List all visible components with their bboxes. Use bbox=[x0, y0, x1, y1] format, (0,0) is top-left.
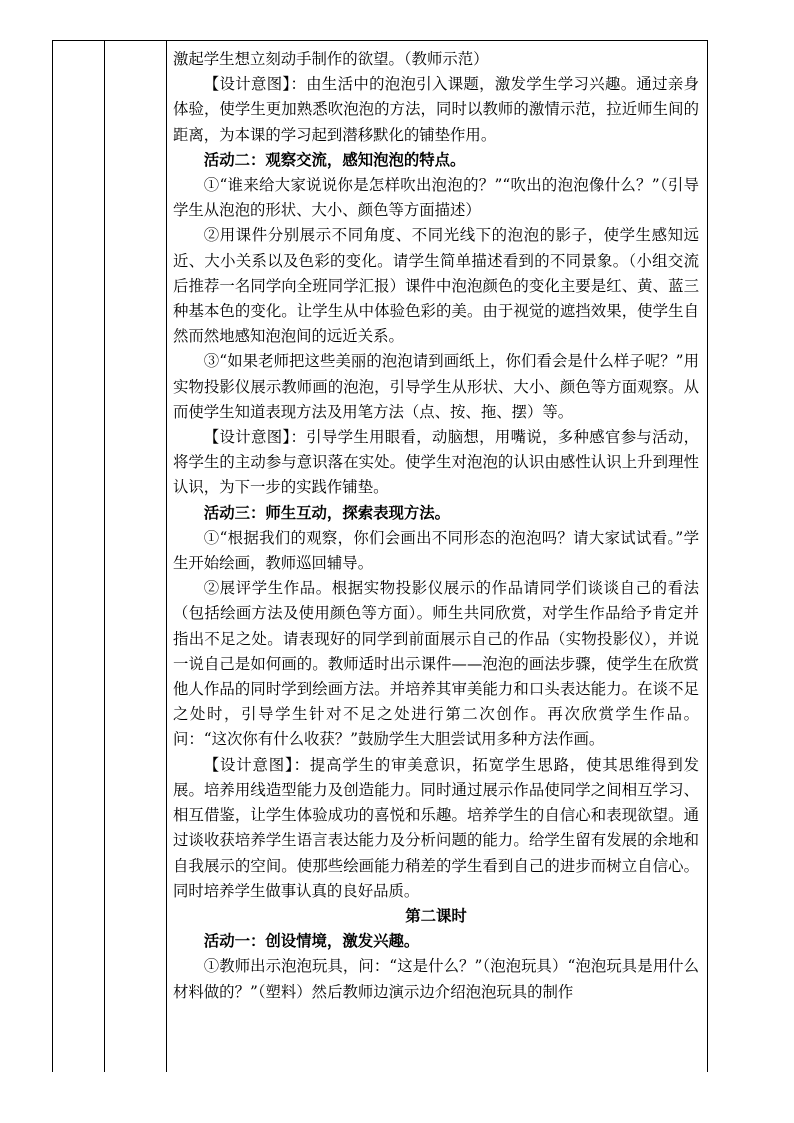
section-heading: 第二课时 bbox=[405, 906, 467, 925]
paragraph: ②用课件分别展示不同角度、不同光线下的泡泡的影子，使学生感知远近、大小关系以及色彩的变化。请学生简单描述看到的不同景象。（小组交流后推荐一名同学向全班同学汇报）课件中泡泡颜色的变化主要是红、黄、蓝三种基本色的变化。让学生从中体验色彩的美。由于视觉的遮挡效果，使学生自然而然地感知泡泡间的远近关系。 bbox=[173, 226, 699, 346]
design-intent-paragraph: 【设计意图】：引导学生用眼看，动脑想，用嘴说，多种感官参与活动，将学生的主动参与意识落在实处。使学生对泡泡的认识由感性认识上升到理性认识，为下一步的实践作铺垫。 bbox=[173, 428, 699, 497]
lesson-content-cell bbox=[167, 41, 707, 1005]
activity-heading: 活动一：创设情境，激发兴趣。 bbox=[203, 932, 420, 951]
table-frame bbox=[52, 40, 708, 1072]
design-intent-paragraph: 【设计意图】：由生活中的泡泡引入课题，激发学生学习兴趣。通过亲身体验，使学生更加熟悉吹泡泡的方法，同时以教师的激情示范，拉近师生间的距离，为本课的学习起到潜移默化的铺垫作用。 bbox=[173, 75, 699, 144]
paragraph: ①“根据我们的观察，你们会画出不同形态的泡泡吗？请大家试试看。”学生开始绘画，教师巡回辅导。 bbox=[173, 528, 699, 573]
paragraph: ②展评学生作品。根据实物投影仪展示的作品请同学们谈谈自己的看法（包括绘画方法及使用颜色等方面）。师生共同欣赏，对学生作品给予肯定并指出不足之处。请表现好的同学到前面展示自己的作品（实物投影仪），并说一说自己是如何画的。教师适时出示课件——泡泡的画法步骤，使学生在欣赏他人作品的同时学到绘画方法。并培养其审美能力和口头表达能力。在谈不足之处时，引导学生针对不足之处进行第二次创作。再次欣赏学生作品。问：“这次你有什么收获？”鼓励学生大胆尝试用多种方法作画。 bbox=[173, 579, 699, 749]
paragraph: ①教师出示泡泡玩具，问：“这是什么？”（泡泡玩具）“泡泡玩具是用什么材料做的？”（塑料）然后教师边演示边介绍泡泡玩具的制作 bbox=[173, 957, 699, 1001]
paragraph: ①“谁来给大家说说你是怎样吹出泡泡的？”“吹出的泡泡像什么？”（引导学生从泡泡的形状、大小、颜色等方面描述） bbox=[173, 176, 699, 220]
activity-heading: 活动二：观察交流，感知泡泡的特点。 bbox=[203, 150, 466, 169]
paragraph: ③“如果老师把这些美丽的泡泡请到画纸上，你们看会是什么样子呢？”用实物投影仪展示教师画的泡泡，引导学生从形状、大小、颜色等方面观察。从而使学生知道表现方法及用笔方法（点、按、拖、摆）等。 bbox=[173, 352, 699, 421]
table-column-empty-2 bbox=[105, 41, 167, 1072]
design-intent-paragraph: 【设计意图】：提高学生的审美意识，拓宽学生思路，使其思维得到发展。培养用线造型能力及创造能力。同时通过展示作品使同学之间相互学习、相互借鉴，让学生体验成功的喜悦和乐趣。培养学生的自信心和表现欲望。通过谈收获培养学生语言表达能力及分析问题的能力。给学生留有发展的余地和自我展示的空间。使那些绘画能力稍差的学生看到自己的进步而树立自信心。同时培养学生做事认真的良好品质。 bbox=[173, 755, 699, 900]
paragraph: 激起学生想立刻动手制作的欲望。（教师示范） bbox=[173, 50, 489, 68]
table-column-empty-1 bbox=[53, 41, 105, 1072]
activity-heading: 活动三：师生互动，探索表现方法。 bbox=[203, 503, 451, 522]
